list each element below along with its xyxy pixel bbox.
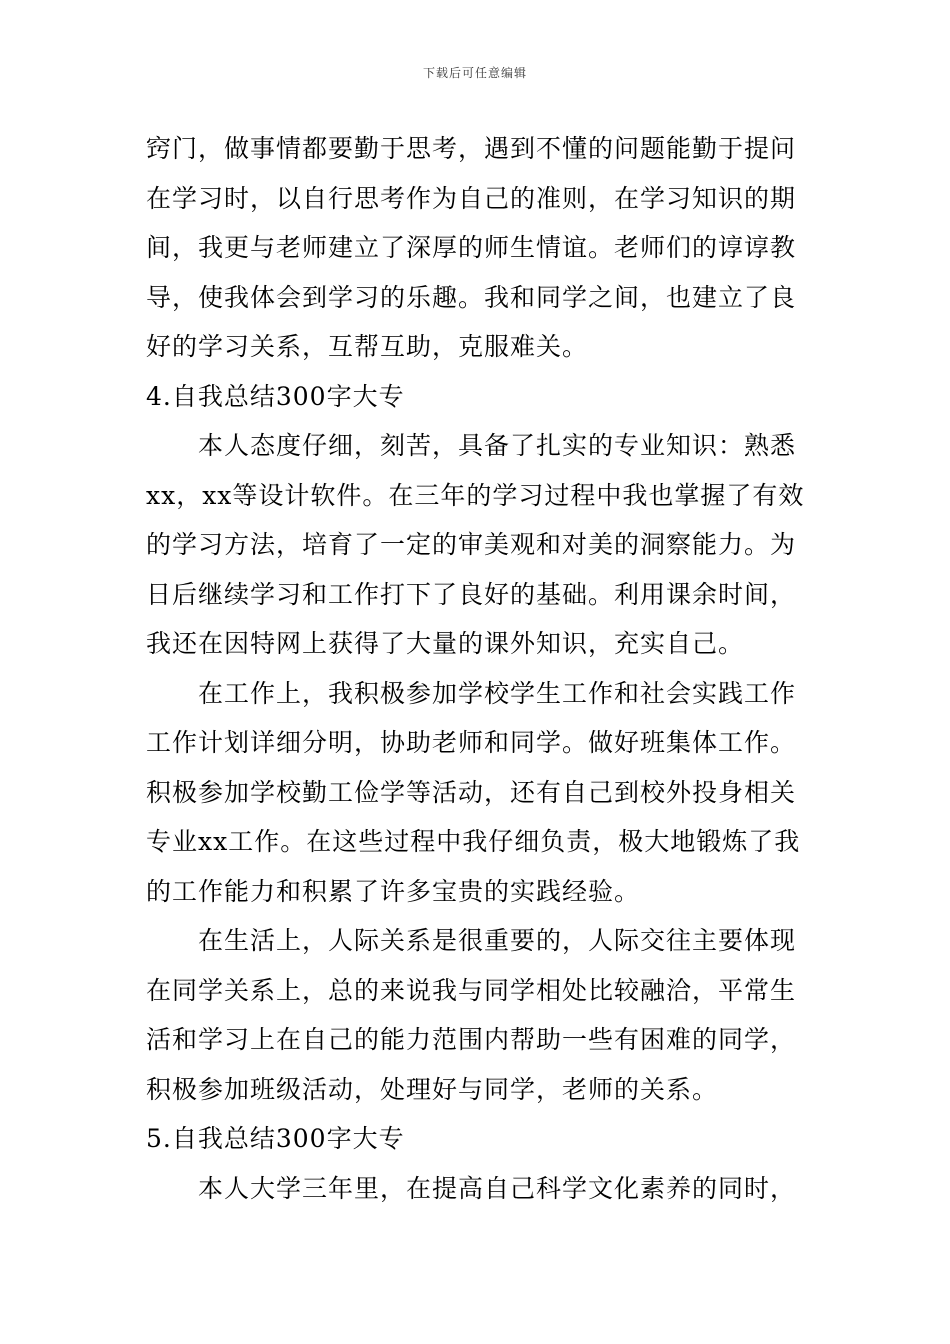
- text-line: 的工作能力和积累了许多宝贵的实践经验。: [146, 876, 641, 906]
- section-heading: 5.自我总结300字大专: [146, 1124, 405, 1153]
- text-line: 导，使我体会到学习的乐趣。我和同学之间，也建立了良: [146, 282, 797, 312]
- page-header: 下载后可任意编辑: [422, 66, 527, 80]
- text-line: 积极参加班级活动，处理好与同学，老师的关系。: [146, 1074, 719, 1104]
- paragraph-first-line: 本人态度仔细，刻苦，具备了扎实的专业知识：熟悉: [198, 431, 797, 460]
- text-line: 日后继续学习和工作打下了良好的基础。利用课余时间，: [146, 579, 797, 609]
- text-line: 的学习方法，培育了一定的审美观和对美的洞察能力。为: [146, 530, 797, 559]
- text-line: 在同学关系上，总的来说我与同学相处比较融洽，平常生: [146, 975, 797, 1005]
- text-line: 专业xx工作。在这些过程中我仔细负责，极大地锻炼了我: [146, 827, 801, 856]
- text-line: 我还在因特网上获得了大量的课外知识，充实自己。: [146, 629, 745, 658]
- text-line: 工作计划详细分明，协助老师和同学。做好班集体工作。: [146, 728, 797, 757]
- text-line: 好的学习关系，互帮互助，克服难关。: [146, 332, 589, 361]
- paragraph-first-line: 在工作上，我积极参加学校学生工作和社会实践工作: [198, 678, 797, 708]
- section-heading: 4.自我总结300字大专: [146, 381, 405, 411]
- text-line: xx，xx等设计软件。在三年的学习过程中我也掌握了有效: [146, 480, 805, 510]
- text-line: 积极参加学校勤工俭学等活动，还有自己到校外投身相关: [146, 777, 797, 807]
- paragraph-first-line: 在生活上，人际关系是很重要的，人际交往主要体现: [198, 926, 797, 955]
- document-body: [146, 124, 816, 1213]
- paragraph-first-line: 本人大学三年里，在提高自己科学文化素养的同时，: [198, 1173, 797, 1203]
- text-line: 间，我更与老师建立了深厚的师生情谊。老师们的谆谆教: [146, 233, 797, 262]
- text-line: 在学习时，以自行思考作为自己的准则，在学习知识的期: [146, 183, 797, 213]
- text-line: 活和学习上在自己的能力范围内帮助一些有困难的同学，: [146, 1025, 797, 1054]
- text-line: 窍门，做事情都要勤于思考，遇到不懂的问题能勤于提问: [146, 134, 797, 163]
